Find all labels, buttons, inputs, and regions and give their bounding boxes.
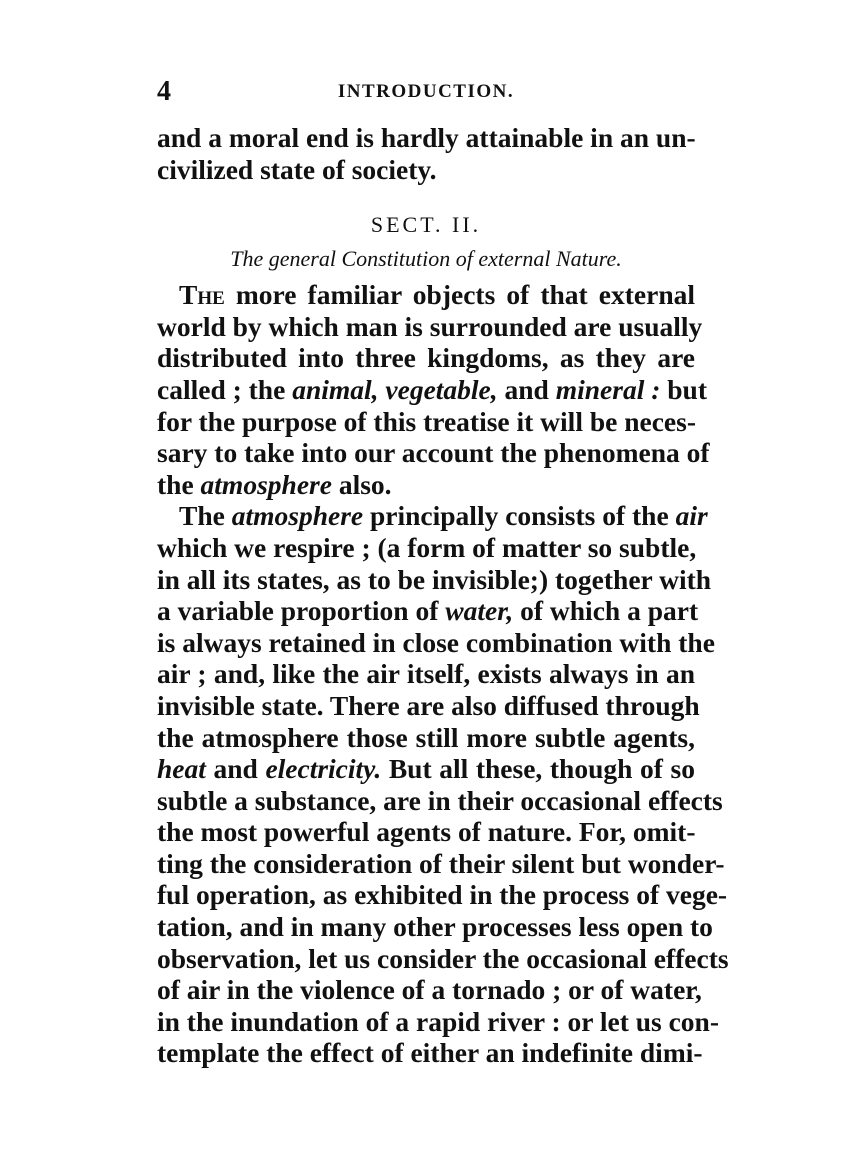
opening-paragraph xyxy=(157,122,695,185)
text-run: more familiar objects of that external xyxy=(224,279,695,311)
text-line xyxy=(157,753,695,785)
text-line: air ; and, like the air itself, exists always in an xyxy=(157,658,695,690)
text-line: of air in the violence of a tornado ; or of water, xyxy=(157,974,702,1006)
italic-word: vegetable, xyxy=(385,373,498,405)
italic-word: mineral : xyxy=(555,373,661,405)
text-run: of which a part xyxy=(513,595,699,627)
text-line: in all its states, as to be invisible;) together with xyxy=(157,563,712,595)
text-line: which we respire ; (a form of matter so subtle, xyxy=(157,531,697,563)
text-line: for the purpose of this treatise it will be neces- xyxy=(157,405,696,437)
text-run: But all these, though of so xyxy=(381,753,695,785)
text-line: is always retained in close combination with the xyxy=(157,626,715,658)
text-line xyxy=(157,279,695,311)
text-run: but xyxy=(660,373,708,405)
text-run: and xyxy=(205,753,266,785)
text-line: invisible state. There are also diffused through xyxy=(157,689,700,721)
paragraph xyxy=(157,279,710,500)
text-line: observation, let us consider the occasional effects xyxy=(157,942,729,974)
paragraph xyxy=(157,500,729,1069)
text-line: civilized state of society. xyxy=(157,153,437,185)
text-line: ful operation, as exhibited in the process of vege- xyxy=(157,879,728,911)
text-line xyxy=(157,500,708,532)
italic-word: animal, xyxy=(292,373,379,405)
text-line xyxy=(157,373,708,406)
text-line: and a moral end is hardly attainable in an un- xyxy=(157,122,696,153)
text-line: sary to take into our account the phenomena of xyxy=(157,437,710,469)
page-body xyxy=(157,122,729,1069)
text-line: tation, and in many other processes less open to xyxy=(157,911,713,943)
italic-word: atmosphere xyxy=(231,500,364,532)
text-line: world by which man is surrounded are usually xyxy=(157,310,703,342)
text-line: distributed into three kingdoms, as they are xyxy=(157,342,695,374)
page-number: 4 xyxy=(157,76,171,107)
italic-word: electricity. xyxy=(265,753,382,785)
text-line: ting the consideration of their silent but wonder- xyxy=(157,847,725,879)
text-run: principally consists of the xyxy=(363,500,676,532)
text-line xyxy=(157,595,699,627)
text-run: the xyxy=(157,468,201,500)
text-line: the atmosphere those still more subtle agents, xyxy=(157,721,695,753)
page-header xyxy=(157,70,695,114)
text-run: a variable proportion of xyxy=(157,595,446,627)
italic-word: water, xyxy=(445,595,514,627)
text-run: The xyxy=(179,500,232,532)
section-subtitle: The general Constitution of external Nature. xyxy=(230,246,622,272)
text-run: called ; the xyxy=(157,373,293,405)
italic-word: heat xyxy=(157,753,206,785)
italic-word: atmosphere xyxy=(200,468,332,500)
text-line: in the inundation of a rapid river : or let us con- xyxy=(157,1005,720,1037)
text-line xyxy=(157,469,695,501)
running-head: INTRODUCTION. xyxy=(337,81,515,102)
italic-word: air xyxy=(675,500,708,532)
text-run: also. xyxy=(331,468,392,500)
text-line: the most powerful agents of nature. For, omit- xyxy=(157,816,696,848)
text-line: subtle a substance, are in their occasional effects xyxy=(157,784,723,816)
lead-word: The xyxy=(179,279,225,311)
section-title: SECT. II. xyxy=(370,212,482,238)
text-line: template the effect of either an indefinite dimi- xyxy=(157,1037,703,1069)
text-run: and xyxy=(497,373,556,405)
